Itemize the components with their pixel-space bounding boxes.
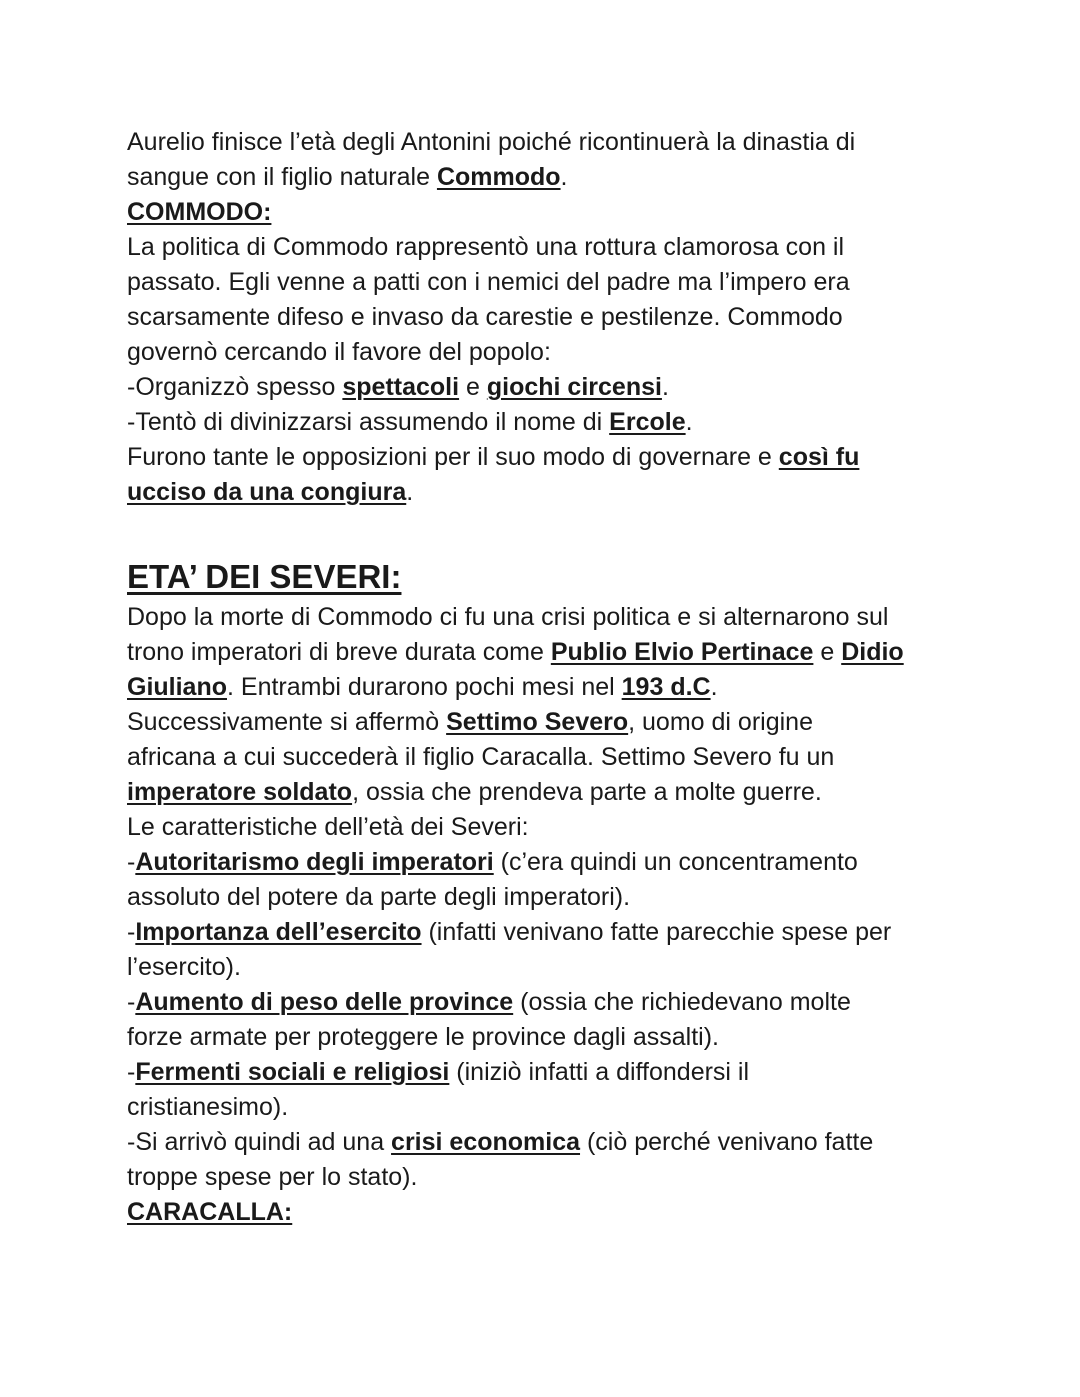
text-run: e bbox=[459, 373, 487, 401]
text-run: governò cercando il favore del popolo: bbox=[127, 338, 551, 366]
paragraph-commodo bbox=[127, 125, 1007, 510]
text-run: assoluto del potere da parte degli imperatori). bbox=[127, 883, 631, 911]
text-run: Furono tante le opposizioni per il suo modo di governare e bbox=[127, 443, 779, 471]
text-line bbox=[127, 880, 1007, 915]
emphasized-term: Settimo Severo bbox=[446, 708, 629, 736]
emphasized-term: CARACALLA: bbox=[127, 1198, 293, 1226]
text-line bbox=[127, 670, 1007, 705]
text-run: . Entrambi durarono pochi mesi nel bbox=[227, 673, 622, 701]
emphasized-term: Importanza dell’esercito bbox=[135, 918, 422, 946]
text-line bbox=[127, 265, 1007, 300]
text-run: cristianesimo). bbox=[127, 1093, 289, 1121]
text-line bbox=[127, 915, 1007, 950]
text-run: forze armate per proteggere le province dagli assalti). bbox=[127, 1023, 719, 1051]
text-run: - bbox=[127, 1058, 136, 1086]
text-run: - bbox=[127, 918, 136, 946]
text-run: troppe spese per lo stato). bbox=[127, 1163, 418, 1191]
text-run: (ciò perché venivano fatte bbox=[580, 1128, 874, 1156]
text-line bbox=[127, 1055, 1007, 1090]
text-line bbox=[127, 405, 1007, 440]
text-run: , uomo di origine bbox=[628, 708, 813, 736]
text-run: . bbox=[685, 408, 693, 436]
text-run: sangue con il figlio naturale bbox=[127, 163, 437, 191]
paragraph-severi bbox=[127, 600, 1007, 1230]
emphasized-term: Didio bbox=[841, 638, 904, 666]
emphasized-term: Ercole bbox=[609, 408, 686, 436]
heading-wrapper bbox=[127, 547, 1007, 597]
text-run: Aurelio finisce l’età degli Antonini poiché ricontinuerà la dinastia di bbox=[127, 128, 856, 156]
text-line bbox=[127, 370, 1007, 405]
text-line bbox=[127, 775, 1007, 810]
text-run: Dopo la morte di Commodo ci fu una crisi politica e si alternarono sul bbox=[127, 603, 889, 631]
emphasized-term: Commodo bbox=[436, 163, 561, 191]
emphasized-term: 193 d.C bbox=[621, 673, 711, 701]
text-run: Successivamente si affermò bbox=[127, 708, 447, 736]
text-run: (infatti venivano fatte parecchie spese per bbox=[421, 918, 892, 946]
text-line bbox=[127, 160, 1007, 195]
text-line bbox=[127, 1160, 1007, 1195]
emphasized-term: spettacoli bbox=[342, 373, 460, 401]
text-line bbox=[127, 230, 1007, 265]
text-line bbox=[127, 845, 1007, 880]
emphasized-term: crisi economica bbox=[391, 1128, 581, 1156]
text-line bbox=[127, 195, 1007, 230]
text-line bbox=[127, 1090, 1007, 1125]
text-run: . bbox=[406, 478, 414, 506]
text-line bbox=[127, 600, 1007, 635]
emphasized-term: Autoritarismo degli imperatori bbox=[135, 848, 494, 876]
document-page bbox=[127, 125, 1007, 1230]
text-line bbox=[127, 475, 1007, 510]
text-run: . bbox=[560, 163, 568, 191]
text-run: africana a cui succederà il figlio Caracalla. Settimo Severo fu un bbox=[127, 743, 835, 771]
text-line bbox=[127, 740, 1007, 775]
text-line bbox=[127, 440, 1007, 475]
section-heading: ETA’ DEI SEVERI: bbox=[127, 558, 402, 595]
text-run: -Si arrivò quindi ad una bbox=[127, 1128, 392, 1156]
text-run: trono imperatori di breve durata come bbox=[127, 638, 551, 666]
text-line bbox=[127, 1125, 1007, 1160]
text-run: scarsamente difeso e invaso da carestie e pestilenze. Commodo bbox=[127, 303, 843, 331]
text-run: -Organizzò spesso bbox=[127, 373, 343, 401]
text-run: - bbox=[127, 988, 136, 1016]
text-run: (ossia che richiedevano molte bbox=[513, 988, 851, 1016]
text-run: . bbox=[710, 673, 718, 701]
text-run: , ossia che prendeva parte a molte guerre. bbox=[352, 778, 822, 806]
section-gap bbox=[127, 510, 1007, 547]
emphasized-term: imperatore soldato bbox=[127, 778, 353, 806]
emphasized-term: giochi circensi bbox=[486, 373, 662, 401]
text-run: l’esercito). bbox=[127, 953, 241, 981]
text-run: La politica di Commodo rappresentò una rottura clamorosa con il bbox=[127, 233, 845, 261]
text-line bbox=[127, 985, 1007, 1020]
text-line bbox=[127, 1020, 1007, 1055]
emphasized-term: Giuliano bbox=[127, 673, 227, 701]
text-line bbox=[127, 125, 1007, 160]
text-run: (c’era quindi un concentramento bbox=[493, 848, 858, 876]
emphasized-term: Publio Elvio Pertinace bbox=[550, 638, 814, 666]
text-line bbox=[127, 335, 1007, 370]
emphasized-term: così fu bbox=[778, 443, 860, 471]
emphasized-term: Fermenti sociali e religiosi bbox=[135, 1058, 450, 1086]
text-run: e bbox=[813, 638, 842, 666]
text-line bbox=[127, 1195, 1007, 1230]
text-line bbox=[127, 810, 1007, 845]
text-run: Le caratteristiche dell’età dei Severi: bbox=[127, 813, 529, 841]
text-line bbox=[127, 950, 1007, 985]
text-line bbox=[127, 300, 1007, 335]
text-run: - bbox=[127, 848, 136, 876]
text-run: (iniziò infatti a diffondersi il bbox=[449, 1058, 750, 1086]
emphasized-term: ucciso da una congiura bbox=[127, 478, 407, 506]
emphasized-term: Aumento di peso delle province bbox=[135, 988, 514, 1016]
text-run: . bbox=[661, 373, 669, 401]
text-run: passato. Egli venne a patti con i nemici del padre ma l’impero era bbox=[127, 268, 850, 296]
emphasized-term: COMMODO: bbox=[127, 198, 272, 226]
text-line bbox=[127, 705, 1007, 740]
text-line bbox=[127, 635, 1007, 670]
text-run: -Tentò di divinizzarsi assumendo il nome di bbox=[127, 408, 610, 436]
